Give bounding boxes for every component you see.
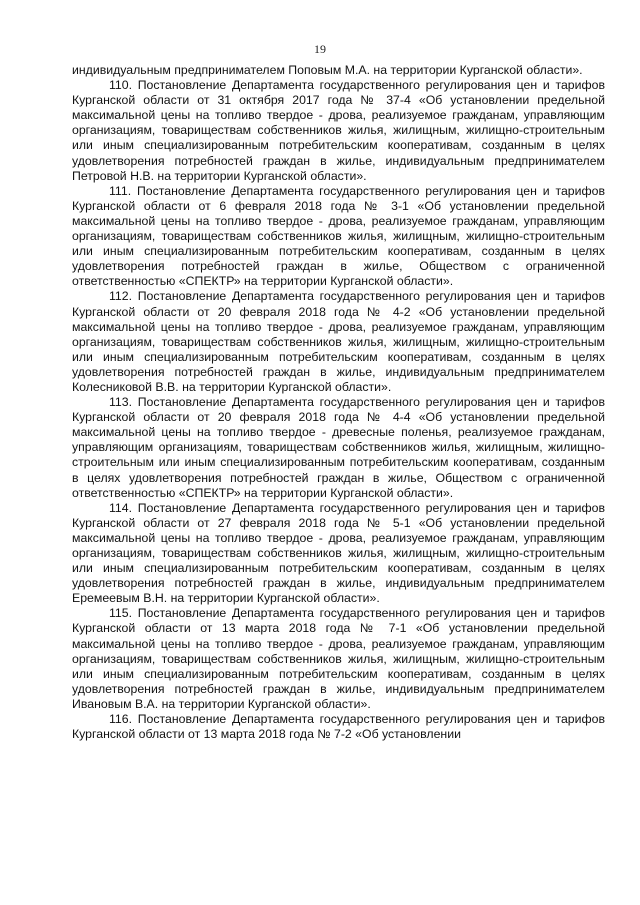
list-item-112: 112. Постановление Департамента государственного регулирования цен и тарифов Курганской области от 20 февраля 2018 года № 4-2 «Об установлении предельной максимальной цены на топливо твердое - дрова, реализуемое гражданам, управляющим организациям, товариществам собственников жилья, жилищным, жилищно-строительным или иным специализированным потребительским кооперативам, созданным в целях удовлетворения потребностей граждан в жилье, индивидуальным предпринимателем Колесниковой В.В. на территории Курганской области». [72,289,605,394]
list-item-114: 114. Постановление Департамента государственного регулирования цен и тарифов Курганской области от 27 февраля 2018 года № 5-1 «Об установлении предельной максимальной цены на топливо твердое - дрова, реализуемое гражданам, управляющим организациям, товариществам собственников жилья, жилищным, жилищно-строительным или иным специализированным потребительским кооперативам, созданным в целях удовлетворения потребностей граждан в жилье, индивидуальным предпринимателем Еремеевым В.Н. на территории Курганской области». [72,500,605,606]
list-item-110: 110. Постановление Департамента государственного регулирования цен и тарифов Курганской области от 31 октября 2017 года № 37-4 «Об установлении предельной максимальной цены на топливо твердое - дрова, реализуемое гражданам, управляющим организациям, товариществам собственников жилья, жилищным, жилищно-строительным или иным специализированным потребительским кооперативам, созданным в целях удовлетворения потребностей граждан в жилье, индивидуальным предпринимателем Петровой Н.В. на территории Курганской области». [72,78,605,183]
document-body [72,63,605,742]
list-item-115: 115. Постановление Департамента государственного регулирования цен и тарифов Курганской области от 13 марта 2018 года № 7-1 «Об установлении предельной максимальной цены на топливо твердое - дрова, реализуемое гражданам, управляющим организациям, товариществам собственников жилья, жилищным, жилищно-строительным или иным специализированным потребительским кооперативам, созданным в целях удовлетворения потребностей граждан в жилье, индивидуальным предпринимателем Ивановым В.А. на территории Курганской области». [72,606,605,711]
list-item-111: 111. Постановление Департамента государственного регулирования цен и тарифов Курганской области от 6 февраля 2018 года № 3-1 «Об установлении предельной максимальной цены на топливо твердое - дрова, реализуемое гражданам, управляющим организациям, товариществам собственников жилья, жилищным, жилищно-строительным или иным специализированным потребительским кооперативам, созданным в целях удовлетворения потребностей граждан в жилье, Обществом с ограниченной ответственностью «СПЕКТР» на территории Курганской области». [72,183,605,289]
page-number: 19 [314,42,326,56]
list-item-113: 113. Постановление Департамента государственного регулирования цен и тарифов Курганской области от 20 февраля 2018 года № 4-4 «Об установлении предельной максимальной цены на топливо твердое - древесные поленья, реализуемое гражданам, управляющим организациям, товариществам собственников жилья, жилищным, жилищно-строительным или иным специализированным потребительским кооперативам, созданным в целях удовлетворения потребностей граждан в жилье, Обществом с ограниченной ответственностью «СПЕКТР» на территории Курганской области». [72,395,605,500]
continuation-paragraph: индивидуальным предпринимателем Поповым М.А. на территории Курганской области». [72,63,583,77]
list-item-116: 116. Постановление Департамента государственного регулирования цен и тарифов Курганской области от 13 марта 2018 года № 7-2 «Об установлении [72,712,605,742]
